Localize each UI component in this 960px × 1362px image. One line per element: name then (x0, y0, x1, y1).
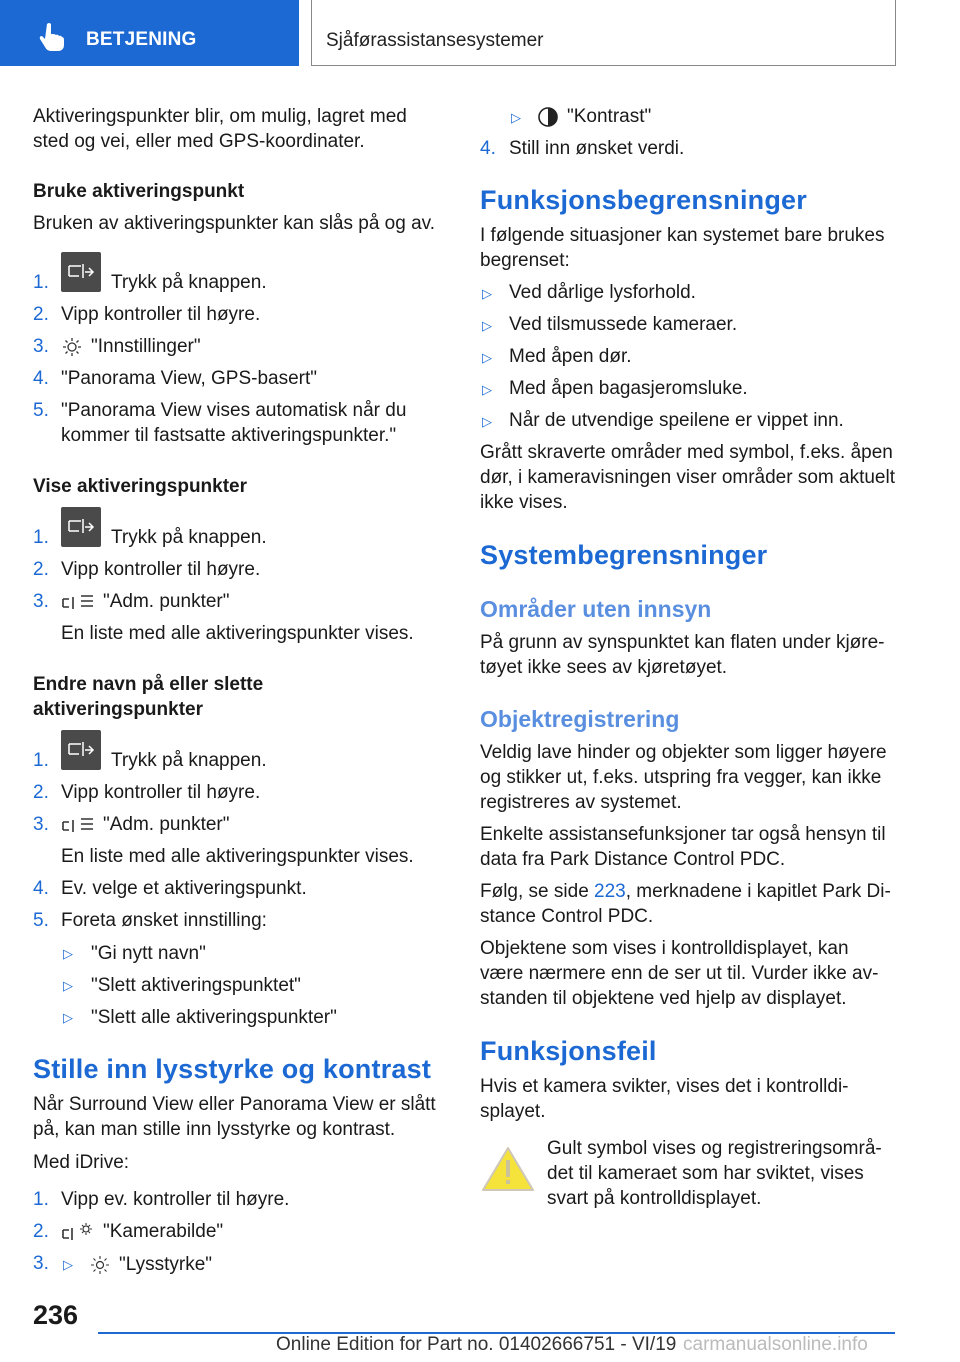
limits-text-2: begrenset: (480, 250, 570, 271)
intro-line-1: Aktiveringspunkter blir, om mulig, lagret med (33, 106, 407, 127)
camera-view-button-icon (61, 507, 101, 547)
watermark: carmanualsonline.info (683, 1334, 868, 1355)
bullet-triangle: ▷ (511, 110, 521, 125)
step-number: 5. (33, 910, 49, 931)
step-text: Vipp kontroller til høyre. (61, 304, 261, 325)
warning-triangle-icon (481, 1146, 535, 1192)
rename-heading-cont: aktiveringspunkter (33, 699, 203, 720)
option-text: "Gi nytt navn" (91, 943, 206, 964)
step-text: "Panorama View vises automatisk når du (61, 400, 407, 421)
limits-item: Ved tilsmussede kameraer. (509, 314, 738, 335)
step-text: Vipp kontroller til høyre. (61, 559, 261, 580)
obj-ref-line-2: stance Control PDC. (480, 906, 654, 927)
step-text: "Panorama View, GPS-basert" (61, 368, 318, 389)
step-number: 1. (33, 750, 49, 771)
limits-after-1: Grått skraverte områder med symbol, f.eks. åpen (480, 442, 893, 463)
step-number: 4. (33, 368, 49, 389)
contrast-option: "Kontrast" (567, 106, 652, 127)
step-text: "Adm. punkter" (103, 591, 230, 612)
show-heading: Vise aktiveringspunkter (33, 476, 248, 497)
obj-text-2: og stikker ut, f.eks. utspring fra vegger, kan ikke (480, 767, 882, 788)
page-link-223[interactable]: 223 (594, 881, 626, 902)
obj-ref-before: Følg, se side (480, 881, 595, 902)
warning-text-1: Gult symbol vises og registreringsområ- (547, 1138, 882, 1159)
brightness-text-2: på, kan man stille inn lysstyrke og kontrast. (33, 1119, 396, 1140)
limits-item: Med åpen bagasjeromsluke. (509, 378, 748, 399)
bullet-triangle: ▷ (63, 1010, 73, 1025)
contrast-icon (537, 106, 559, 128)
tab-betjening[interactable] (0, 0, 299, 66)
footer-edition: Online Edition for Part no. 01402666751 - VI/19 (276, 1334, 677, 1355)
obj-ref-line (480, 879, 891, 904)
step-text: Trykk på knappen. (111, 272, 267, 293)
gear-icon (61, 336, 83, 358)
step-text: "Kamerabilde" (103, 1221, 224, 1242)
step-number: 2. (33, 559, 49, 580)
manage-points-icon (61, 814, 95, 836)
fault-text-1: Hvis et kamera svikter, vises det i kontrolldi- (480, 1076, 849, 1097)
step-text: Trykk på knappen. (111, 527, 267, 548)
limits-after-2: dør, i kameravisningen viser områder som aktuelt (480, 467, 895, 488)
step-number: 4. (480, 138, 496, 159)
intro-line-2: sted og vei, eller med GPS-koordinater. (33, 131, 365, 152)
bullet-triangle: ▷ (63, 978, 73, 993)
limits-item: Ved dårlige lysforhold. (509, 282, 696, 303)
bullet-triangle: ▷ (482, 414, 492, 429)
obj-heading: Objektregistrering (480, 706, 680, 732)
blind-text-2: tøyet ikke sees av kjøretøyet. (480, 657, 728, 678)
page-number: 236 (33, 1300, 79, 1330)
page-header (0, 0, 960, 66)
step-text: Still inn ønsket verdi. (509, 138, 685, 159)
brightness-text-1: Når Surround View eller Panorama View er slått (33, 1094, 436, 1115)
obj-text3-3: standen til objektene ved hjelp av displayet. (480, 988, 847, 1009)
limits-item: Når de utvendige speilene er vippet inn. (509, 410, 844, 431)
fault-text-2: splayet. (480, 1101, 546, 1122)
step-number: 3. (33, 814, 49, 835)
warning-text-3: svart på kontrolldisplayet. (547, 1188, 762, 1209)
limits-item: Med åpen dør. (509, 346, 632, 367)
step-number: 1. (33, 272, 49, 293)
option-text: "Slett alle aktiveringspunkter" (91, 1007, 337, 1028)
limits-after-3: ikke vises. (480, 492, 568, 513)
step-number: 4. (33, 878, 49, 899)
obj-text2-1: Enkelte assistansefunksjoner tar også hensyn til (480, 824, 886, 845)
step-number: 1. (33, 1189, 49, 1210)
step-number: 2. (33, 1221, 49, 1242)
sys-heading: Systembegrensninger (480, 540, 768, 570)
obj-text-3: registreres av systemet. (480, 792, 682, 813)
step-text: Foreta ønsket innstilling: (61, 910, 267, 931)
step-text-cont: kommer til fastsatte aktiveringspunkter." (61, 425, 397, 446)
blind-heading: Områder uten innsyn (480, 596, 712, 622)
step-number: 2. (33, 782, 49, 803)
bullet-triangle: ▷ (482, 286, 492, 301)
bullet-triangle: ▷ (482, 350, 492, 365)
step-text: Trykk på knappen. (111, 750, 267, 771)
step-text-cont: En liste med alle aktiveringspunkter vises. (61, 846, 414, 867)
step-text: Vipp ev. kontroller til høyre. (61, 1189, 290, 1210)
idrive-text: Med iDrive: (33, 1152, 130, 1173)
step-number: 2. (33, 304, 49, 325)
camera-view-button-icon (61, 252, 101, 292)
camera-view-button-icon (61, 730, 101, 770)
use-text: Bruken av aktiveringspunkter kan slås på og av. (33, 213, 436, 234)
step-number: 3. (33, 1253, 49, 1274)
step-text: "Adm. punkter" (103, 814, 230, 835)
obj-ref-after: , merknadene i kapitlet Park Di- (625, 881, 891, 902)
manage-points-icon (61, 591, 95, 613)
use-heading: Bruke aktiveringspunkt (33, 181, 245, 202)
option-text: "Slett aktiveringspunktet" (91, 975, 301, 996)
section-title: Sjåførassistansesystemer (326, 30, 544, 51)
rename-heading: Endre navn på eller slette (33, 674, 264, 695)
obj-text-1: Veldig lave hinder og objekter som ligger høyere (480, 742, 887, 763)
step-text: "Innstillinger" (91, 336, 201, 357)
brightness-heading: Stille inn lysstyrke og kontrast (33, 1054, 432, 1084)
obj-text3-2: være nærmere enn de ser ut til. Vurder ikke av- (480, 963, 879, 984)
step-number: 3. (33, 336, 49, 357)
limits-heading: Funksjonsbegrensninger (480, 185, 807, 215)
bullet-triangle: ▷ (63, 946, 73, 961)
obj-text3-1: Objektene som vises i kontrolldisplayet, kan (480, 938, 849, 959)
tab-betjening-label: BETJENING (86, 29, 197, 50)
brightness-icon (89, 1254, 111, 1276)
obj-text2-2: data fra Park Distance Control PDC. (480, 849, 786, 870)
blind-text-1: På grunn av synspunktet kan flaten under kjøre- (480, 632, 885, 653)
fault-heading: Funksjonsfeil (480, 1036, 657, 1066)
step-text: Ev. velge et aktiveringspunkt. (61, 878, 307, 899)
camera-settings-icon (61, 1221, 95, 1243)
step-text: Vipp kontroller til høyre. (61, 782, 261, 803)
bullet-triangle: ▷ (482, 318, 492, 333)
hand-pointer-icon (38, 22, 66, 52)
bullet-triangle: ▷ (482, 382, 492, 397)
step-number: 3. (33, 591, 49, 612)
tab-section-title (311, 0, 896, 66)
warning-text-2: det til kameraet som har sviktet, vises (547, 1163, 864, 1184)
limits-text-1: I følgende situasjoner kan systemet bare brukes (480, 225, 885, 246)
step-text-cont: En liste med alle aktiveringspunkter vises. (61, 623, 414, 644)
step-number: 1. (33, 527, 49, 548)
bullet-triangle: ▷ (63, 1257, 73, 1272)
step-text: "Lysstyrke" (119, 1254, 213, 1275)
step-number: 5. (33, 400, 49, 421)
